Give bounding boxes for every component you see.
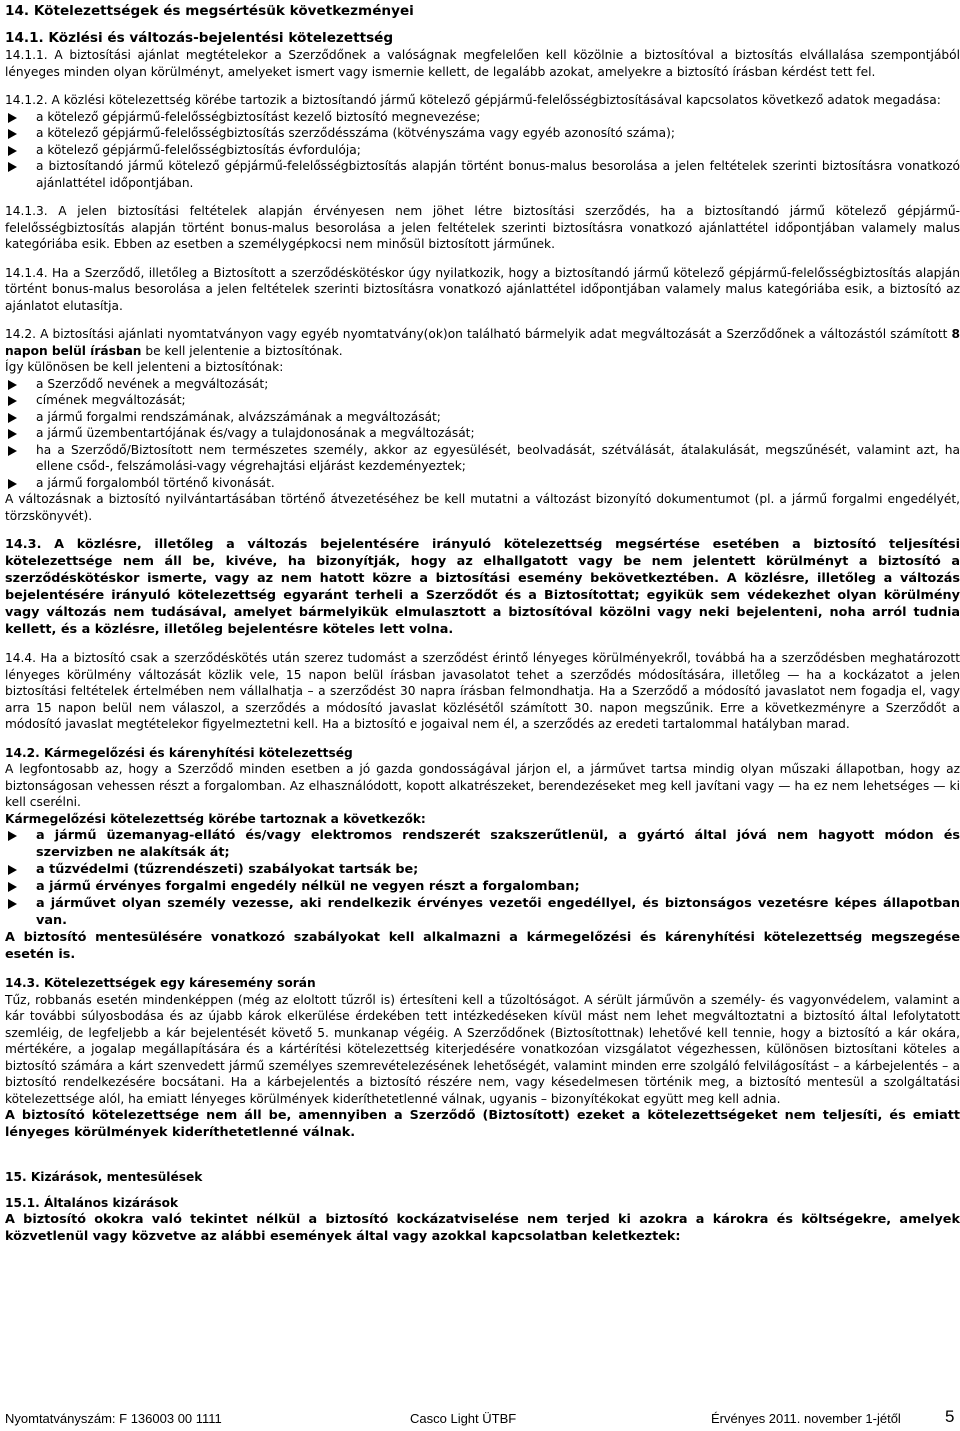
list-item: a jármű üzemanyag-ellátó és/vagy elektromos rendszerét szakszerűtlenül, a gyártó által jóvá nem hagyott módon és szervizben ne alakítsák át; (5, 827, 960, 861)
list-item: a Szerződő nevének a megváltozását; (5, 376, 960, 393)
list-item: a jármű érvényes forgalmi engedély nélkül ne vegyen részt a forgalomban; (5, 878, 960, 895)
deadline-8-days: 8 napon belül írásban (5, 327, 960, 358)
footer-valid-date: Érvényes 2011. november 1-jétől (711, 1411, 901, 1426)
paragraph-14-3: 14.3. A közlésre, illetőleg a változás bejelentésére irányuló kötelezettség megsértése esetében a biztosító teljesítési kötelezettsége nem áll be, kivéve, ha bizonyítják, hogy az elhallgatott vagy be nem jelentett körülményt a biztosító a szerződéskötéskor ismerte, vagy az nem hatott közre a biztosítási esemény bekövetkeztében. A közlésre, illetőleg a változás bejelentésére irányuló kötelezettség egyaránt terheli a Szerződőt és a Biztosítottat; egyikük sem védekezhet olyan körülmény vagy változás nem tudásával, amelyet bármelyikük elmulasztott a biztosítóval közölni vagy neki bejelenteni, noha arról tudnia kellett, és a közlésre, illetőleg bejelentésre köteles lett volna. (5, 537, 960, 637)
section-15-1-title: 15.1. Általános kizárások (5, 1195, 179, 1210)
paragraph-14-2-kar-end: A biztosító mentesülésére vonatkozó szabályokat kell alkalmazni a kármegelőzési és kárenyhítési kötelezettség megszegése esetén is. (5, 930, 960, 962)
section-14-3-kar-title: 14.3. Kötelezettségek egy káresemény során (5, 976, 316, 990)
list-item: a jármű forgalomból történő kivonását. (5, 475, 960, 492)
footer-product: Casco Light ÜTBF (410, 1411, 517, 1426)
paragraph-14-2-end: A változásnak a biztosító nyilvántartásában történő átvezetéséhez be kell mutatni a változást bizonyító dokumentumot (pl. a jármű forgalmi engedélyét, törzskönyvét). (5, 492, 960, 523)
paragraph-14-2-kar: A legfontosabb az, hogy a Szerződő minden esetben a jó gazda gondosságával járjon el, a járművet tartsa mindig olyan műszaki állapotban, hogy az biztonságosan vehessen részt a forgalomban. Az elhasználódott, kopott alkatrészeket, berendezéseket meg kell javítani vagy — ha ez nem lehetséges — ki kell cserélni. (5, 762, 960, 809)
paragraph-14-2 (5, 326, 960, 359)
paragraph-14-2-start: 14.2. A biztosítási ajánlati nyomtatványon vagy egyéb nyomtatvány(ok)on található bármelyik adat megváltozását a Szerződőnek a változástól számított (5, 327, 948, 341)
list-14-2-kar (5, 827, 960, 929)
paragraph-14-2-end: be kell jelentenie a biztosítónak. (145, 343, 343, 358)
list-14-2 (5, 376, 960, 492)
list-14-1-2 (5, 109, 960, 192)
paragraph-14-4: 14.4. Ha a biztosító csak a szerződéskötés után szerez tudomást a szerződést érintő lényeges körülményekről, továbbá ha a szerződésben meghatározott lényeges körülmény változását közlik vele, 15 napon belül írásban javasolatot tehet a szerződés módosítására, illetőleg — ha a kockázatot a jelen biztosítási feltételek értelmében nem vállalhatja – a szerződést 30 napra írásban felmondhatja. Ha a Szerződő a módosító javaslatot nem fogadja el, vagy arra 15 napon belül nem válaszol, a szerződés a módosító javaslat közlésétől számított 30. napon megszűnik. Erre a következményre a Szerződőt a módosító javaslat megtételekor figyelmeztetni kell. Ha a biztosító e jogaival nem él, a szerződés az eredeti tartalommal hatályban marad. (5, 651, 960, 731)
list-item: a kötelező gépjármű-felelősségbiztosítás szerződésszáma (kötvényszáma vagy egyéb azonosító száma); (5, 125, 960, 142)
list-item: a kötelező gépjármű-felelősségbiztosítást kezelő biztosító megnevezése; (5, 109, 960, 126)
paragraph-14-1-1: 14.1.1. A biztosítási ajánlat megtételekor a Szerződőnek a valóságnak megfelelően kell közölnie a biztosítóval a biztosítás elvállalása szempontjából lényeges minden olyan körülményt, amelyeket ismert vagy ismernie kellett, de legalább azokat, amelyekre a biztosító írásban kérdést tett fel. (5, 48, 960, 79)
paragraph-14-3-kar: Tűz, robbanás esetén mindenképpen (még az eloltott tűzről is) értesíteni kell a tűzoltóságot. A sérült járművön a személy- és vagyonvédelem, valamint a kár további súlyosbodása és az újabb károk elkerülése érdekében tett intézkedéseken kívül mást nem lehet megváltoztatni a biztosító által lefolytatott szemléig, de legfeljebb a kár bejelentését követő 5. munkanap végéig. A Szerződőnek (Biztosítottnak) lehetővé kell tennie, hogy a biztosító a kár okára, mértékére, a jogalap megállapítására és a kártérítési kötelezettség kiterjedésére vonatkozóan vizsgálatot végezhessen, különösen biztosítani köteles a biztosító számára a kárt szenvedett jármű személyes szemrevételezésének lehetőségét, valamint minden erre szolgáló felvilágosítást – a kárbejelentés – a biztosító rendelkezésére bocsátani. Ha a kárbejelentés a biztosító részére nem, vagy késedelmesen történik meg, a biztosító mentesül a szolgáltatási kötelezettsége alól, ha emiatt lényeges körülmények kideríthetetlenné válnak, ugyanis – bizonyítékokat együtt meg kell adnia. (5, 992, 960, 1106)
list-item: a jármű forgalmi rendszámának, alvázszámának a megváltozását; (5, 409, 960, 426)
section-15-title: 15. Kizárások, mentesülések (5, 1170, 203, 1184)
section-14-2-kar-title: 14.2. Kármegelőzési és kárenyhítési kötelezettség (5, 745, 353, 760)
paragraph-14-2-kar-intro: Kármegelőzési kötelezettség körébe tartoznak a következők: (5, 811, 426, 826)
list-item: a tűzvédelmi (tűzrendészeti) szabályokat tartsák be; (5, 861, 960, 878)
list-item: ha a Szerződő/Biztosított nem természetes személy, akkor az egyesülését, beolvadását, szétválását, átalakulását, megszűnését, valamint azt, ha ellene csőd-, felszámolási-vagy végrehajtási eljárást kezdeményeztek; (5, 442, 960, 475)
paragraph-14-1-3: 14.1.3. A jelen biztosítási feltételek alapján érvényesen nem jöhet létre biztosítási szerződés, ha a biztosítandó jármű kötelező gépjármű-felelősségbiztosítás alapján történt bonus-malus besorolása a jelen feltételek szerinti biztosításra vonatkozó ajánlattétel időpontjában valamely malus kategóriába esik. Ebben az esetben a személygépkocsi nem minősül biztosított járműnek. (5, 204, 960, 251)
paragraph-15-1: A biztosító okokra való tekintet nélkül a biztosító kockázatviselése nem terjed ki azokra a károkra és költségekre, amelyek közvetlenül vagy közvetve az alábbi események által vagy azokkal kapcsolatban keletkeztek: (5, 1212, 960, 1244)
section-14-1-title: 14.1. Közlési és változás-bejelentési kötelezettség (5, 30, 394, 46)
paragraph-14-1-2: 14.1.2. A közlési kötelezettség körébe tartozik a biztosítandó jármű kötelező gépjármű-felelősségbiztosításával kapcsolatos következő adatok megadása: (5, 93, 941, 107)
list-item: címének megváltozását; (5, 392, 960, 409)
page-footer (5, 1407, 957, 1429)
list-item: a biztosítandó jármű kötelező gépjármű-felelősségbiztosítás alapján történt bonus-malus besorolása a jelen feltételek szerinti biztosításra vonatkozó ajánlattétel időpontjában. (5, 158, 960, 191)
footer-form-number: Nyomtatványszám: F 136003 00 1111 (5, 1411, 222, 1426)
paragraph-14-1-4: 14.1.4. Ha a Szerződő, illetőleg a Biztosított a szerződéskötéskor úgy nyilatkozik, hogy a biztosítandó jármű kötelező gépjármű-felelősségbiztosítás alapján történt bonus-malus besorolása a jelen feltételek szerinti biztosításra vonatkozó ajánlattétel időpontjában valamely malus kategóriába esik, a biztosító az ajánlatot elutasítja. (5, 265, 960, 313)
page-number: 5 (945, 1407, 955, 1426)
document-page (5, 2, 960, 1245)
list-item: a járművet olyan személy vezesse, aki rendelkezik érvényes vezetői engedéllyel, és biztonságos vezetésre képes állapotban van. (5, 895, 960, 929)
paragraph-14-3-kar-bold: A biztosító kötelezettsége nem áll be, amennyiben a Szerződő (Biztosított) ezeket a kötelezettségeket nem teljesíti, és emiatt lényeges körülmények kideríthetetlenné válnak. (5, 1108, 960, 1140)
section-14-title: 14. Kötelezettségek és megsértésük következményei (5, 3, 414, 19)
list-item: a jármű üzembentartójának és/vagy a tulajdonosának a megváltozását; (5, 425, 960, 442)
list-item: a kötelező gépjármű-felelősségbiztosítás évfordulója; (5, 142, 960, 159)
paragraph-14-2-intro: Így különösen be kell jelenteni a biztosítónak: (5, 360, 284, 374)
